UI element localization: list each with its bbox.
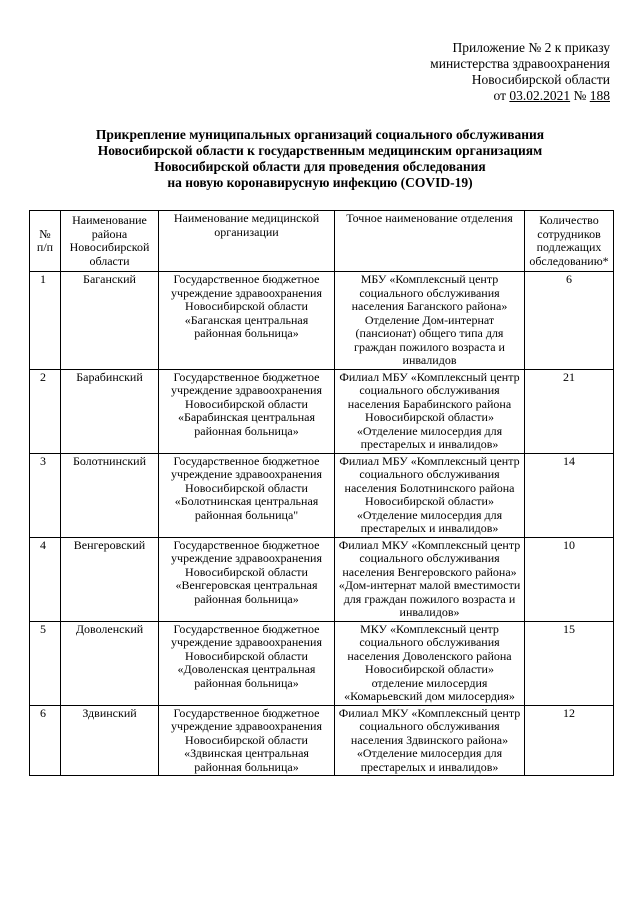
header-department: Точное наименование отделения bbox=[335, 211, 525, 272]
table-row bbox=[30, 621, 614, 705]
cell-department: Филиал МКУ «Комплексный центр социального обслуживания населения Венгеровского района» «Дом-интернат малой вместимости для граждан пожилого возраста и инвалидов» bbox=[335, 537, 525, 621]
cell-department: Филиал МКУ «Комплексный центр социального обслуживания населения Здвинского района» «Отделение милосердия для престарелых и инвалидов» bbox=[335, 705, 525, 776]
cell-medical-org: Государственное бюджетное учреждение здравоохранения Новосибирской области «Доволенская центральная районная больница» bbox=[159, 621, 335, 705]
cell-district: Венгеровский bbox=[61, 537, 159, 621]
header-num: № п/п bbox=[30, 211, 61, 272]
cell-num: 5 bbox=[30, 621, 61, 705]
header-district: Наименование района Новосибирской области bbox=[61, 211, 159, 272]
cell-medical-org: Государственное бюджетное учреждение здравоохранения Новосибирской области «Болотнинская центральная районная больница" bbox=[159, 453, 335, 537]
table-header-row bbox=[30, 211, 614, 272]
cell-count: 21 bbox=[525, 369, 614, 453]
table-row bbox=[30, 705, 614, 776]
cell-district: Доволенский bbox=[61, 621, 159, 705]
cell-num: 3 bbox=[30, 453, 61, 537]
table-row bbox=[30, 272, 614, 370]
cell-district: Здвинский bbox=[61, 705, 159, 776]
table-row bbox=[30, 537, 614, 621]
cell-district: Баганский bbox=[61, 272, 159, 370]
title-line-1: Прикрепление муниципальных организаций социального обслуживания bbox=[95, 127, 545, 142]
appendix-line-1: Приложение № 2 к приказу bbox=[452, 40, 610, 55]
cell-department: МБУ «Комплексный центр социального обслуживания населения Баганского района» Отделение Дом-интернат (пансионат) общего типа для граждан пожилого возраста и инвалидов bbox=[335, 272, 525, 370]
attachment-table bbox=[29, 210, 614, 776]
cell-count: 6 bbox=[525, 272, 614, 370]
cell-medical-org: Государственное бюджетное учреждение здравоохранения Новосибирской области «Здвинская центральная районная больница» bbox=[159, 705, 335, 776]
cell-count: 15 bbox=[525, 621, 614, 705]
document-title bbox=[30, 127, 610, 191]
cell-department: МКУ «Комплексный центр социального обслуживания населения Доволенского района Новосибирской области» отделение милосердия «Комарьевский дом милосердия» bbox=[335, 621, 525, 705]
cell-medical-org: Государственное бюджетное учреждение здравоохранения Новосибирской области «Венгеровская центральная районная больница» bbox=[159, 537, 335, 621]
number-prefix: № bbox=[570, 88, 590, 103]
title-line-3: Новосибирской области для проведения обследования bbox=[154, 159, 486, 174]
appendix-line-3: Новосибирской области bbox=[471, 72, 610, 87]
cell-district: Болотнинский bbox=[61, 453, 159, 537]
cell-department: Филиал МБУ «Комплексный центр социального обслуживания населения Барабинского района Новосибирской области» «Отделение милосердия для престарелых и инвалидов» bbox=[335, 369, 525, 453]
title-line-2: Новосибирской области к государственным медицинским организациям bbox=[97, 143, 543, 158]
header-count: Количество сотрудников подлежащих обследованию* bbox=[525, 211, 614, 272]
order-number: 188 bbox=[589, 88, 610, 103]
cell-department: Филиал МБУ «Комплексный центр социального обслуживания населения Болотнинского района Новосибирской области» «Отделение милосердия для престарелых и инвалидов» bbox=[335, 453, 525, 537]
cell-medical-org: Государственное бюджетное учреждение здравоохранения Новосибирской области «Барабинская центральная районная больница» bbox=[159, 369, 335, 453]
cell-count: 12 bbox=[525, 705, 614, 776]
table-row bbox=[30, 453, 614, 537]
cell-count: 10 bbox=[525, 537, 614, 621]
order-date: 03.02.2021 bbox=[509, 88, 571, 103]
cell-num: 2 bbox=[30, 369, 61, 453]
appendix-block bbox=[430, 40, 610, 104]
table-row bbox=[30, 369, 614, 453]
header-medical-org: Наименование медицинской организации bbox=[159, 211, 335, 272]
title-line-4: на новую коронавирусную инфекцию (COVID-19) bbox=[167, 175, 473, 190]
cell-num: 4 bbox=[30, 537, 61, 621]
appendix-line-2: министерства здравоохранения bbox=[430, 56, 610, 71]
cell-district: Барабинский bbox=[61, 369, 159, 453]
date-prefix: от bbox=[493, 88, 510, 103]
cell-num: 6 bbox=[30, 705, 61, 776]
cell-count: 14 bbox=[525, 453, 614, 537]
cell-medical-org: Государственное бюджетное учреждение здравоохранения Новосибирской области «Баганская центральная районная больница» bbox=[159, 272, 335, 370]
cell-num: 1 bbox=[30, 272, 61, 370]
appendix-order-line bbox=[430, 88, 610, 104]
